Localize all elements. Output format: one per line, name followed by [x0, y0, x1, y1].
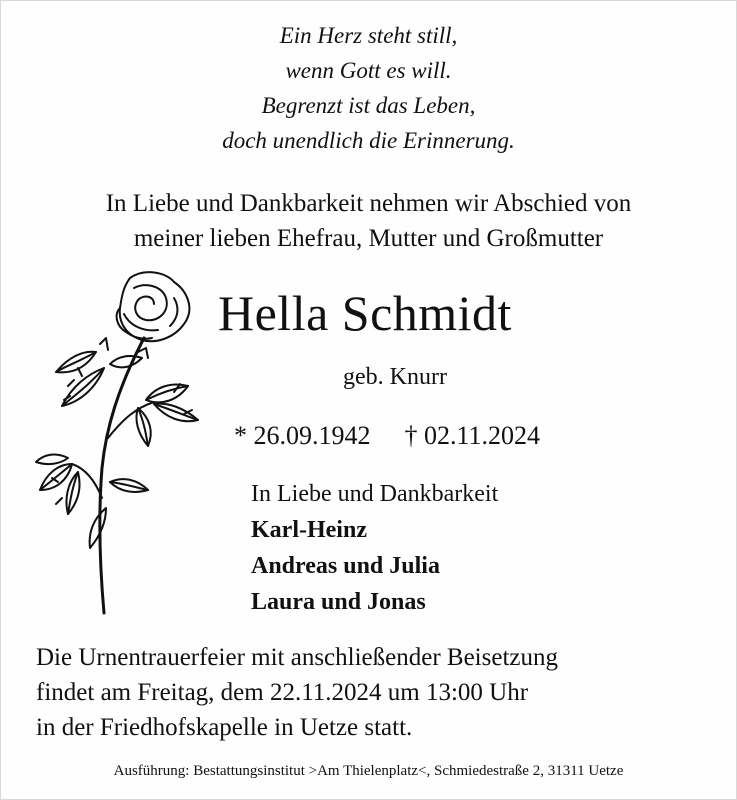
life-dates	[234, 420, 540, 452]
service-info	[36, 640, 558, 745]
service-line: findet am Freitag, dem 22.11.2024 um 13:00 Uhr	[36, 679, 529, 706]
funeral-home-footer: Ausführung: Bestattungsinstitut >Am Thielenplatz<, Schmiedestraße 2, 31311 Uetze	[113, 763, 624, 779]
intro-line: meiner lieben Ehefrau, Mutter und Großmutter	[133, 225, 604, 252]
birth-date: * 26.09.1942	[234, 421, 371, 450]
poem-line: Ein Herz steht still,	[279, 23, 458, 48]
maiden-name: geb. Knurr	[343, 364, 447, 390]
mourner-name: Laura und Jonas	[251, 589, 426, 615]
poem	[0, 18, 737, 158]
mourner-name: Andreas und Julia	[251, 553, 440, 579]
farewell-intro	[0, 186, 737, 256]
rose-icon	[34, 268, 204, 620]
mourner-name: Karl-Heinz	[251, 517, 367, 543]
poem-line: Begrenzt ist das Leben,	[261, 93, 476, 118]
intro-line: In Liebe und Dankbarkeit nehmen wir Abschied von	[105, 190, 632, 217]
death-date: † 02.11.2024	[404, 421, 541, 450]
mourners-intro: In Liebe und Dankbarkeit	[251, 481, 499, 507]
poem-line: doch unendlich die Erinnerung.	[222, 128, 515, 153]
deceased-name: Hella Schmidt	[218, 285, 512, 341]
mourners-block	[251, 476, 498, 620]
service-line: in der Friedhofskapelle in Uetze statt.	[36, 714, 413, 741]
service-line: Die Urnentrauerfeier mit anschließender Beisetzung	[36, 644, 558, 671]
poem-line: wenn Gott es will.	[285, 58, 452, 83]
